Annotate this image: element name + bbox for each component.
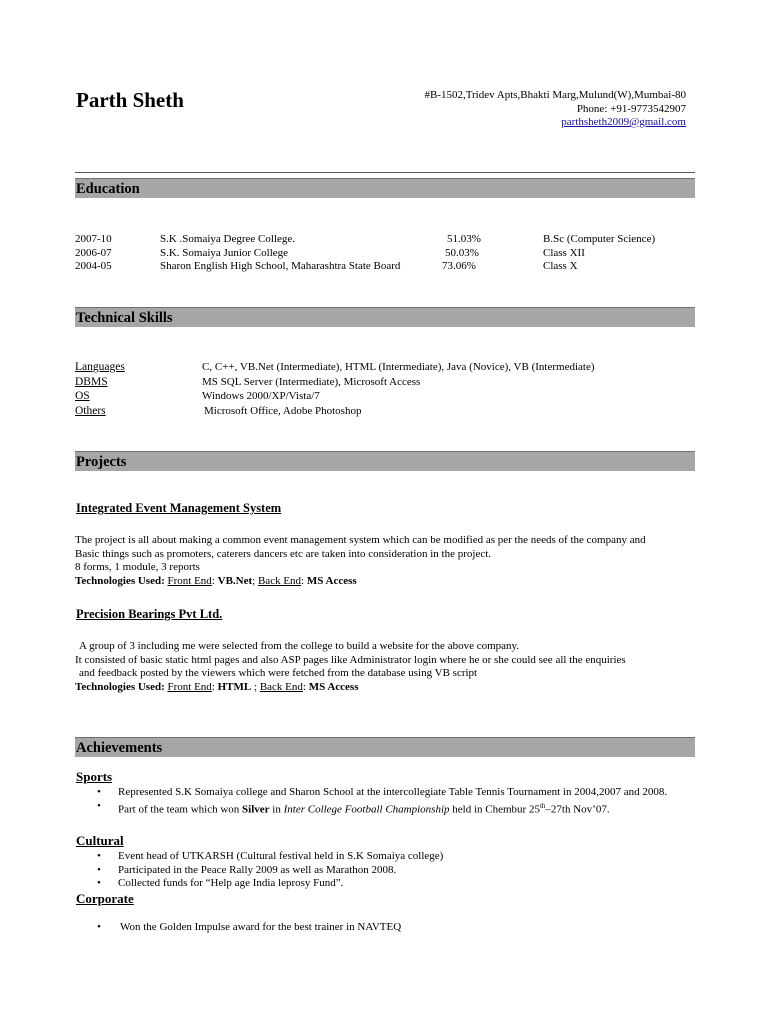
front-end-value: HTML (217, 680, 252, 693)
projects-heading: Projects (75, 451, 695, 471)
education-row (75, 247, 715, 261)
cultural-heading: Cultural (76, 833, 124, 848)
skill-row (75, 376, 695, 391)
edu-score: 50.03% (445, 246, 479, 259)
edu-score: 51.03% (447, 233, 481, 245)
contact-block (424, 89, 686, 130)
edu-qualification: Class XII (543, 246, 585, 259)
cultural-list (75, 850, 700, 891)
corporate-list (75, 921, 700, 935)
skill-label: Languages (75, 361, 125, 373)
project-title: Integrated Event Management System (76, 501, 282, 515)
edu-institution: S.K. Somaiya Junior College (160, 246, 289, 259)
edu-years: 2006-07 (75, 246, 112, 259)
project-text-line: 8 forms, 1 module, 3 reports (75, 561, 200, 573)
tech-label: Technologies Used: (75, 574, 168, 587)
list-item: • Participated in the Peace Rally 2009 as well as Marathon 2008. (75, 864, 700, 878)
skill-row (75, 405, 695, 420)
skill-label: OS (75, 390, 90, 402)
project-text-line: The project is all about making a common event management system which can be modified as per the needs of the company and (75, 534, 646, 546)
project-technologies: Technologies Used: Front End: HTML ; Back End: MS Access (75, 680, 359, 693)
header-divider (75, 172, 695, 173)
front-end-label: Front End (167, 680, 212, 693)
skill-value: MS SQL Server (Intermediate), Microsoft Access (202, 376, 421, 388)
front-end-label: Front End (167, 574, 212, 587)
corporate-heading: Corporate (76, 891, 134, 906)
skill-row (75, 390, 695, 405)
project-description (75, 640, 700, 694)
project-text-line: It consisted of basic static html pages and also ASP pages like Administrator login where he or she could see all the enquiries (75, 653, 626, 666)
skill-label: Others (75, 405, 106, 417)
list-item: • Collected funds for “Help age India leprosy Fund”. (75, 877, 700, 891)
sports-list (75, 786, 700, 817)
project-text-line: A group of 3 including me were selected from the college to build a website for the above company. (79, 640, 520, 652)
phone: Phone: +91-9773542907 (576, 102, 686, 115)
sports-heading: Sports (76, 769, 113, 784)
project-text-line: and feedback posted by the viewers which were fetched from the database using VB script (79, 667, 478, 679)
edu-years: 2007-10 (75, 233, 112, 245)
skill-label: DBMS (75, 376, 108, 388)
candidate-name: Parth Sheth (76, 88, 184, 112)
edu-institution: S.K .Somaiya Degree College. (160, 233, 296, 245)
email-link[interactable]: parthsheth2009@gmail.com (561, 116, 686, 128)
project-description (75, 534, 700, 588)
tech-label: Technologies Used: (75, 680, 168, 693)
edu-score: 73.06% (442, 260, 476, 272)
skill-value: Windows 2000/XP/Vista/7 (202, 390, 320, 402)
back-end-label: Back End (257, 574, 302, 587)
list-item: • Part of the team which won Silver in Inter College Football Championship held in Chembur 25th–27th Nov’07. (75, 800, 700, 817)
project-text-line: Basic things such as promoters, caterers dancers etc are taken into consideration in the project. (75, 547, 492, 560)
skill-value: Microsoft Office, Adobe Photoshop (204, 405, 362, 417)
list-item: • Event head of UTKARSH (Cultural festival held in S.K Somaiya college) (75, 850, 700, 864)
list-item: • Represented S.K Somaiya college and Sharon School at the intercollegiate Table Tennis Tournament in 2004,2007 and 2008. (75, 786, 700, 800)
back-end-value: MS Access (306, 574, 357, 587)
list-item: • Won the Golden Impulse award for the best trainer in NAVTEQ (75, 921, 700, 935)
project-title: Precision Bearings Pvt Ltd. (76, 607, 223, 621)
skills-heading: Technical Skills (75, 307, 695, 327)
address: #B-1502,Tridev Apts,Bhakti Marg,Mulund(W),Mumbai-80 (424, 89, 686, 101)
education-row (75, 233, 715, 247)
achievements-heading: Achievements (75, 737, 695, 757)
skill-row (75, 361, 695, 376)
edu-institution: Sharon English High School, Maharashtra State Board (160, 260, 401, 272)
back-end-label: Back End (259, 680, 303, 693)
edu-years: 2004-05 (75, 260, 112, 272)
back-end-value: MS Access (308, 680, 359, 693)
edu-qualification: B.Sc (Computer Science) (543, 233, 656, 245)
education-row (75, 260, 715, 274)
education-heading: Education (75, 178, 695, 198)
project-technologies: Technologies Used: Front End: VB.Net; Back End: MS Access (75, 574, 357, 587)
edu-qualification: Class X (543, 260, 578, 272)
front-end-value: VB.Net (217, 574, 253, 587)
skill-value: C, C++, VB.Net (Intermediate), HTML (Intermediate), Java (Novice), VB (Intermediate) (202, 361, 595, 373)
